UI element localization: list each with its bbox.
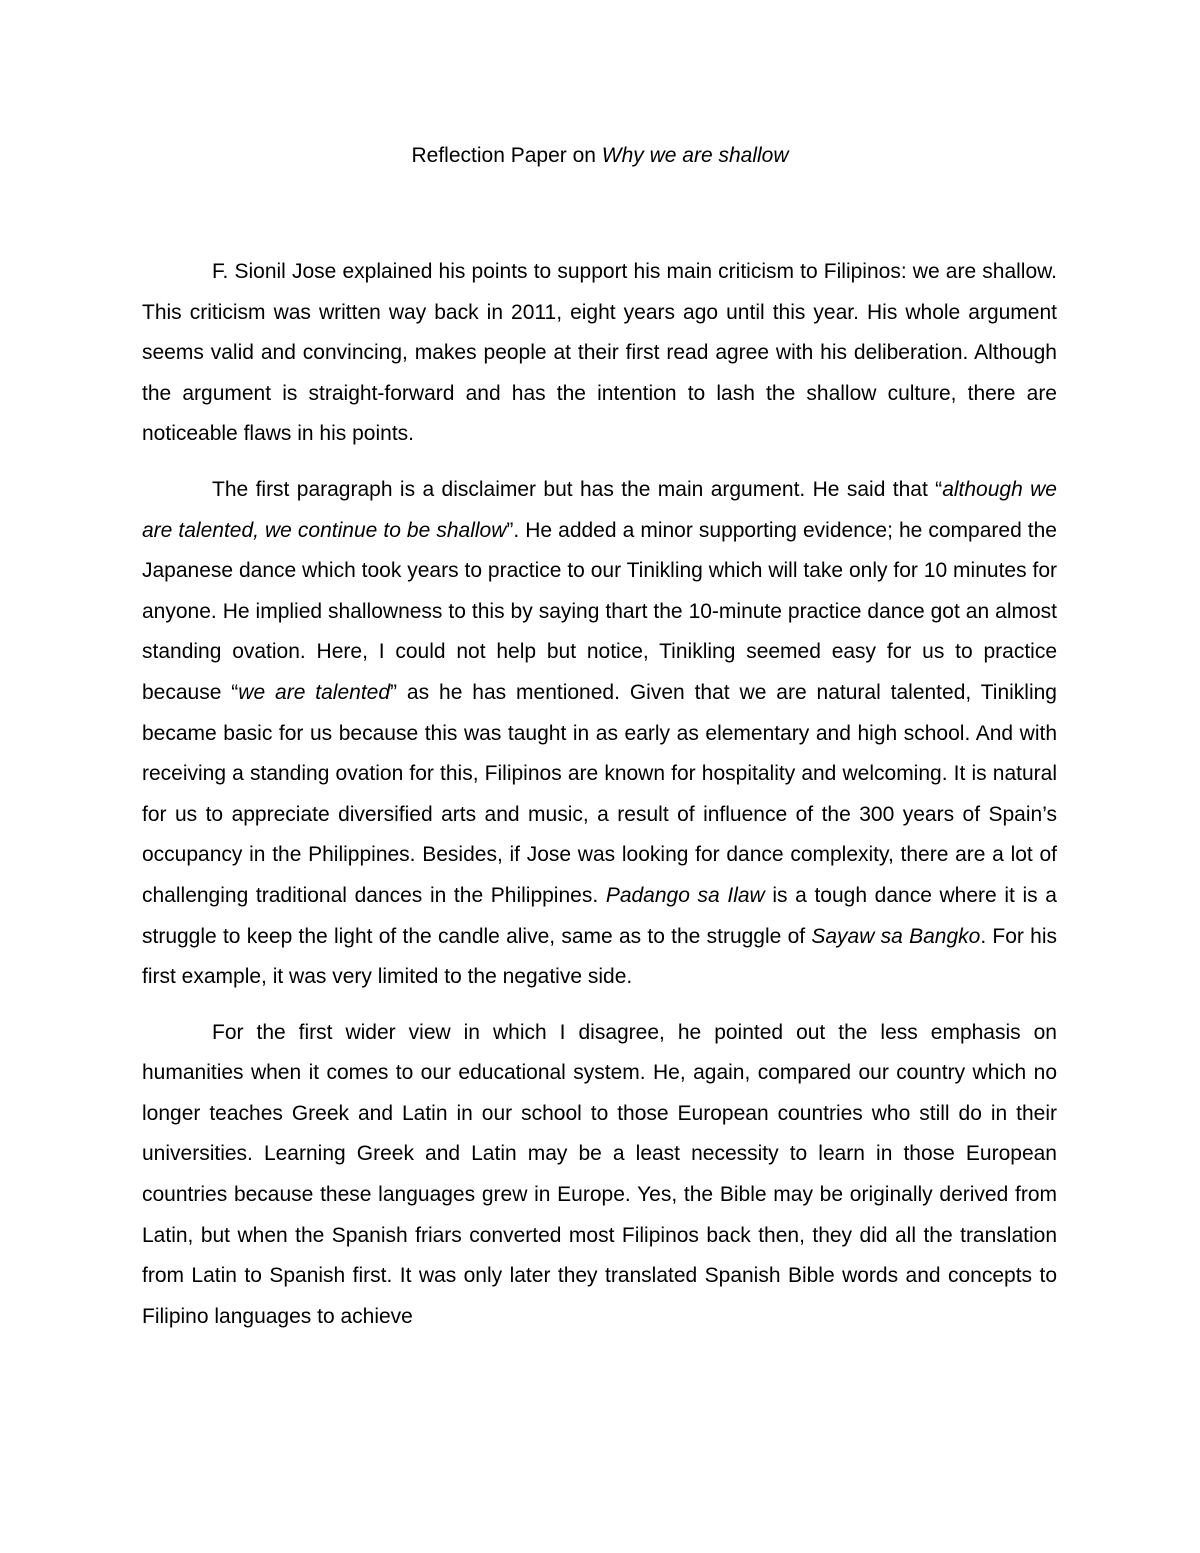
paragraph: [142, 1013, 1057, 1338]
paragraph: [142, 470, 1057, 998]
italic-text-run: Padango sa Ilaw: [605, 883, 765, 907]
text-run: F. Sionil Jose explained his points to support his main criticism to Filipinos: we are shallow. This criticism was written way back in 2011, eight years ago until this year. His whole argument seems valid and convincing, makes people at their first read agree with his deliberation. Although the argument is straight-forward and has the intention to lash the shallow culture, there are noticeable flaws in his points.: [142, 260, 1057, 446]
document-title: [0, 141, 1200, 171]
text-run: The first paragraph is a disclaimer but has the main argument. He said that “: [212, 477, 943, 501]
text-run: ” as he has mentioned. Given that we are natural talented, Tinikling became basic for us because this was taught in as early as elementary and high school. And with receiving a standing ovation for this, Filipinos are known for hospitality and welcoming. It is natural for us to appreciate diversified arts and music, a result of influence of the 300 years of Spain’s occupancy in the Philippines. Besides, if Jose was looking for dance complexity, there are a lot of challenging traditional dances in the Philippines.: [142, 680, 1057, 907]
italic-text-run: Sayaw sa Bangko: [811, 924, 981, 948]
italic-text-run: we are talented: [238, 680, 391, 704]
text-run: ”. He added a minor supporting evidence; he compared the Japanese dance which took years to practice to our Tinikling which will take only for 10 minutes for anyone. He implied shallowness to this by saying thart the 10-minute practice dance got an almost standing ovation. Here, I could not help but notice, Tinikling seemed easy for us to practice because “: [142, 518, 1057, 704]
title-text: Reflection Paper on: [411, 144, 602, 167]
paragraph: [142, 252, 1057, 455]
text-run: is a tough dance where it is a struggle to keep the light of the candle alive, same as to the struggle of: [142, 883, 1057, 948]
italic-text-run: although we are talented, we continue to be shallow: [142, 477, 1057, 542]
title-italic-text: Why we are shallow: [601, 144, 789, 167]
text-run: . For his first example, it was very limited to the negative side.: [142, 924, 1057, 989]
text-run: For the first wider view in which I disagree, he pointed out the less emphasis on humanities when it comes to our educational system. He, again, compared our country which no longer teaches Greek and Latin in our school to those European countries who still do in their universities. Learning Greek and Latin may be a least necessity to learn in those European countries because these languages grew in Europe. Yes, the Bible may be originally derived from Latin, but when the Spanish friars converted most Filipinos back then, they did all the translation from Latin to Spanish first. It was only later they translated Spanish Bible words and concepts to Filipino languages to achieve: [142, 1020, 1057, 1328]
document-body: [142, 252, 1057, 1352]
